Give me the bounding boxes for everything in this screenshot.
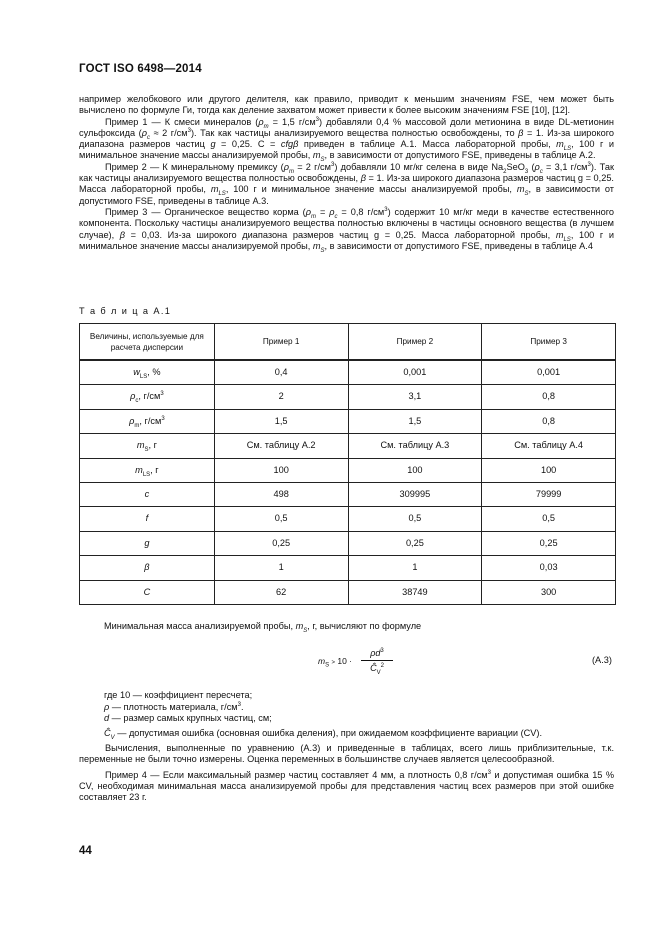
table-row [80,360,616,385]
formula-denominator: $Ĉ_V^2$ [370,663,384,676]
table-cell: 1,5 [214,409,348,433]
paragraph-example-2: Пример 2 — К минеральному премиксу ($\rho_m = 2$ $г/см^3$) добавляли 10 мг/кг селена в виде $Na_2SeO_3$ ($\rho_c = 3,1$ $г/см^3$). Так как частицы анализируемого вещества полностью освобождены, β = 1. Из-за широкого диапазона размеров частиц g = 0,25. Масса лабораторной пробы, $m_{LS}$, 100 г и минимальное значение массы анализируемой пробы, $m_S$, в зависимости от допустимого FSE, приведены в таблице А.3. [79,161,615,206]
table-cell: 2 [214,385,348,409]
header-quantities: Величины, используемые для расчета дисперсии [80,324,215,361]
table-cell: 0,4 [214,360,348,385]
table-cell: 498 [214,482,348,506]
table-row [80,482,616,506]
table-cell: 1 [214,556,348,580]
table-row [80,580,616,604]
table-cell: 3,1 [348,385,482,409]
table-cell: 1,5 [348,409,482,433]
table-cell: 100 [482,458,616,482]
table-cell: 100 [214,458,348,482]
table-cell: 0,8 [482,409,616,433]
table-row [80,531,616,555]
legend-line: $Ĉ_V$ — допустимая ошибка (основная ошибка деления), при ожидаемом коэффициенте вариации (CV). [104,727,543,741]
formula-lhs: $m_S > 10$ · [318,656,353,669]
table-cell: 0,001 [348,360,482,385]
row-label: $m_S$, г [80,434,215,458]
table-caption: Т а б л и ц а А.1 [79,306,172,316]
page-number: 44 [79,845,92,857]
table-row [80,385,616,409]
paragraph-example-4: Пример 4 — Если максимальный размер частиц составляет 4 мм, а плотность 0,8 $г/см^3$ и допустимая ошибка 15 % CV, необходимая минимальная масса анализируемой пробы для представления частиц всех размеров при этой ошибке составляет 23 г. [79,769,614,803]
table-cell: См. таблицу А.3 [348,434,482,458]
row-label: f [80,507,215,531]
formula-numerator: $\rho d^3$ [361,647,393,661]
table-cell: 0,25 [482,531,616,555]
row-label: $\rho_c$, $г/см^3$ [80,385,215,409]
table-header-row [80,324,616,361]
legend-line: ρ — плотность материала, $г/см^3$. [104,701,244,712]
table-cell: 38749 [348,580,482,604]
paragraph-continuation: например желобкового или другого делителя, как правило, приводит к меньшим значениям FSE, чем может быть вычислено по формуле Ги, тогда как деление захватом может привести к более высоким значениям FSE [10], [12]. [79,94,614,116]
closing-paragraphs [79,743,614,803]
intro-paragraphs [79,94,614,252]
table-cell: 0,001 [482,360,616,385]
table-row [80,434,616,458]
formula-fraction [361,647,393,675]
table-cell: 1 [348,556,482,580]
header-example-1: Пример 1 [214,324,348,361]
legend-line: d — размер самых крупных частиц, см; [104,713,272,724]
table-cell: См. таблицу А.2 [214,434,348,458]
legend-line: где 10 — коэффициент пересчета; [104,690,253,700]
row-label: $w_{LS}$, % [80,360,215,385]
table-row [80,409,616,433]
table-cell: 0,8 [482,385,616,409]
header-example-3: Пример 3 [482,324,616,361]
paragraph-example-1: Пример 1 — К смеси минералов ($\rho_m = 1,5$ $г/см^3$) добавляли 0,4 % массовой доли метионина в виде DL-метионин сульфоксида ($\rho_c \approx 2$ $г/см^3$). Так как частицы анализируемого вещества полностью освобождены, то β = 1. Из-за широкого диапазона размеров частиц g = 0,25. C = cfgβ приведен в таблице А.1. Масса лабораторной пробы, $m_{LS}$, 100 г и минимальное значение массы анализируемой пробы, $m_S$, в зависимости от допустимого FSE, приведены в таблице А.2. [79,116,615,164]
row-label: $\rho_m$, $г/см^3$ [80,409,215,433]
row-label: C [80,580,215,604]
row-label: β [80,556,215,580]
table-cell: 309995 [348,482,482,506]
table-row [80,556,616,580]
paragraph-calculations: Вычисления, выполненные по уравнению (А.3) и приведенные в таблицах, всего лишь приблизительные, т.к. переменные не были точно измерены. Оценка переменных в большинстве случаев является целесообразной. [79,743,614,765]
table-cell: См. таблицу А.4 [482,434,616,458]
row-label: c [80,482,215,506]
paragraph-example-3: Пример 3 — Органическое вещество корма ($\rho_m = \rho_c = 0,8$ $г/см^3$) содержит 10 мг/кг меди в качестве естественного компонента. Поскольку частицы анализируемого вещества полностью включены в частицы основного вещества (в лучшем случае), β = 0,03. Из-за широкого диапазона размеров частиц g = 0,25. Масса лабораторной пробы, $m_{LS}$, 100 г и минимальное значение массы анализируемой пробы, $m_S$, в зависимости от допустимого FSE, приведены в таблице А.4 [79,206,615,254]
header-example-2: Пример 2 [348,324,482,361]
document-header: ГОСТ ISO 6498—2014 [79,63,202,75]
formula-intro: Минимальная масса анализируемой пробы, $m_S$, г, вычисляют по формуле [104,621,422,634]
table-cell: 0,5 [348,507,482,531]
table-cell: 0,5 [482,507,616,531]
formula-a3 [318,646,438,680]
row-label: g [80,531,215,555]
formula-legend [104,690,624,739]
table-a1 [79,323,616,605]
table-cell: 300 [482,580,616,604]
table-cell: 0,25 [214,531,348,555]
table-row [80,507,616,531]
table-cell: 79999 [482,482,616,506]
table-cell: 0,25 [348,531,482,555]
table-cell: 62 [214,580,348,604]
table-cell: 0,03 [482,556,616,580]
table-cell: 100 [348,458,482,482]
equation-number: (А.3) [592,655,612,665]
table-cell: 0,5 [214,507,348,531]
row-label: $m_{LS}$, г [80,458,215,482]
table-row [80,458,616,482]
